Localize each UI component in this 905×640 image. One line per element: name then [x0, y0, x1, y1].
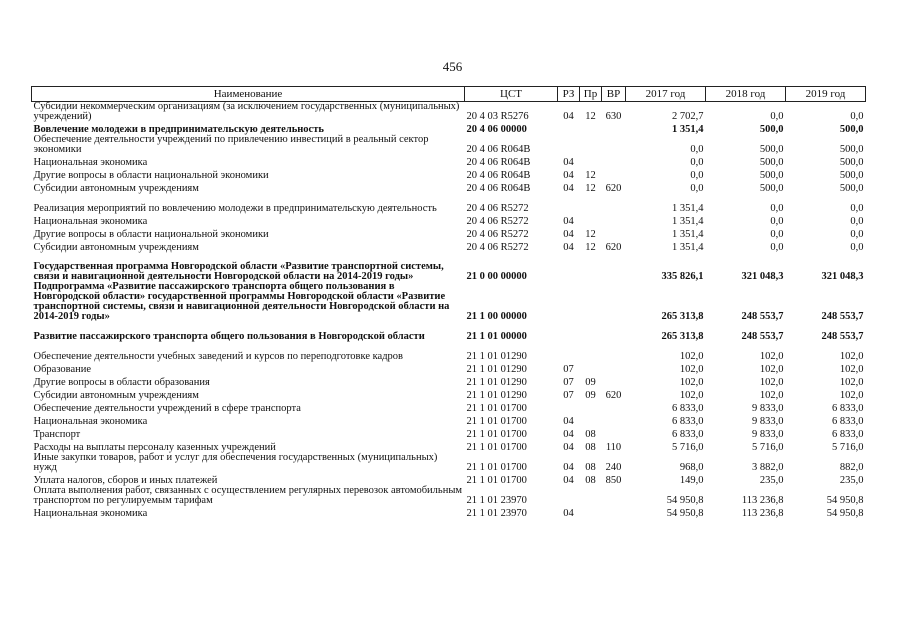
row-pr — [580, 214, 602, 227]
row-2018: 0,0 — [770, 216, 784, 227]
row-name: Национальная экономика — [33, 416, 148, 427]
table-header-row — [32, 87, 866, 102]
row-2018: 102,0 — [759, 364, 784, 375]
table-body — [32, 102, 866, 520]
row-name: Национальная экономика — [33, 216, 148, 227]
row-vr — [602, 135, 626, 155]
row-cst: 21 1 01 01290 — [466, 351, 527, 362]
row-name: Иные закупки товаров, работ и услуг для обеспечения государственных (муниципальных) нужд — [33, 452, 438, 473]
row-2019: 102,0 — [839, 364, 864, 375]
row-2018: 321 048,3 — [741, 271, 784, 282]
row-name: Субсидии некоммерческим организациям (за исключением государственных (муниципальных) учреждений) — [33, 101, 460, 122]
row-cst: 21 1 01 01290 — [466, 377, 527, 388]
row-cst: 20 4 06 R064B — [466, 183, 531, 194]
row-rz — [558, 342, 580, 362]
row-2017: 102,0 — [679, 364, 704, 375]
row-2017: 1 351,4 — [672, 124, 704, 135]
row-rz: 04 — [563, 442, 574, 453]
row-cst: 21 1 01 01700 — [466, 429, 527, 440]
table-row — [32, 427, 866, 440]
row-2018: 102,0 — [759, 390, 784, 401]
row-2019: 6 833,0 — [832, 416, 864, 427]
row-name: Другие вопросы в области национальной экономики — [33, 229, 269, 240]
header-pr: Пр — [580, 87, 602, 102]
row-name: Образование — [33, 364, 92, 375]
row-cst: 21 1 01 01700 — [466, 462, 527, 473]
table-row — [32, 342, 866, 362]
row-rz: 04 — [563, 416, 574, 427]
row-2018: 113 236,8 — [741, 495, 784, 506]
row-cst: 20 4 06 R5272 — [466, 216, 529, 227]
row-rz: 04 — [563, 216, 574, 227]
row-pr: 12 — [585, 170, 596, 181]
row-vr — [602, 401, 626, 414]
row-cst: 21 1 01 23970 — [466, 508, 527, 519]
row-2017: 0,0 — [690, 183, 704, 194]
row-name: Национальная экономика — [33, 157, 148, 168]
row-2018: 248 553,7 — [741, 331, 784, 342]
row-2017: 102,0 — [679, 377, 704, 388]
row-2018: 500,0 — [759, 124, 784, 135]
row-rz: 04 — [563, 229, 574, 240]
row-cst: 20 4 06 R5272 — [466, 229, 529, 240]
row-vr: 620 — [605, 242, 622, 253]
row-2018: 9 833,0 — [752, 403, 784, 414]
row-2017: 0,0 — [690, 157, 704, 168]
row-name: Вовлечение молодежи в предпринимательскую деятельность — [33, 124, 324, 135]
row-2019: 0,0 — [850, 111, 864, 122]
table-row — [32, 155, 866, 168]
row-rz: 07 — [563, 377, 574, 388]
row-cst: 20 4 06 R064B — [466, 157, 531, 168]
table-row — [32, 506, 866, 519]
row-pr — [580, 135, 602, 155]
row-rz: 04 — [563, 170, 574, 181]
row-2018: 9 833,0 — [752, 416, 784, 427]
row-cst: 20 4 06 R5272 — [466, 242, 529, 253]
row-pr: 12 — [585, 111, 596, 122]
table-row — [32, 102, 866, 123]
table-row — [32, 362, 866, 375]
row-pr — [580, 194, 602, 214]
row-2019: 0,0 — [850, 216, 864, 227]
row-2017: 102,0 — [679, 390, 704, 401]
row-2019: 0,0 — [850, 229, 864, 240]
table-row — [32, 181, 866, 194]
row-rz: 07 — [563, 364, 574, 375]
row-2017: 6 833,0 — [672, 403, 704, 414]
row-vr: 620 — [605, 183, 622, 194]
row-vr: 630 — [605, 111, 622, 122]
header-2017: 2017 год — [626, 87, 706, 102]
row-cst: 21 1 01 23970 — [466, 495, 527, 506]
row-2019: 500,0 — [839, 124, 864, 135]
row-vr — [602, 414, 626, 427]
table-row — [32, 414, 866, 427]
row-2019: 54 950,8 — [826, 495, 864, 506]
row-2019: 102,0 — [839, 377, 864, 388]
row-vr — [602, 155, 626, 168]
table-row — [32, 168, 866, 181]
row-2019: 235,0 — [839, 475, 864, 486]
row-pr: 08 — [585, 429, 596, 440]
row-rz — [558, 122, 580, 135]
row-2017: 54 950,8 — [666, 495, 704, 506]
row-2018: 500,0 — [759, 144, 784, 155]
row-2019: 248 553,7 — [821, 331, 864, 342]
row-vr: 850 — [605, 475, 622, 486]
row-cst: 20 4 06 R064B — [466, 170, 531, 181]
row-rz — [558, 322, 580, 342]
page-number: 456 — [442, 59, 463, 74]
row-vr — [602, 168, 626, 181]
row-2017: 6 833,0 — [672, 429, 704, 440]
header-name: Наименование — [32, 87, 465, 102]
row-2018: 248 553,7 — [741, 311, 784, 322]
row-vr — [602, 342, 626, 362]
row-2017: 1 351,4 — [672, 242, 704, 253]
row-pr — [580, 486, 602, 506]
row-2019: 54 950,8 — [826, 508, 864, 519]
row-2018: 5 716,0 — [752, 442, 784, 453]
budget-table — [31, 86, 866, 519]
row-cst: 20 4 03 R5276 — [466, 111, 529, 122]
row-2017: 54 950,8 — [666, 508, 704, 519]
row-pr: 12 — [585, 242, 596, 253]
row-cst: 21 1 01 01290 — [466, 390, 527, 401]
row-2018: 113 236,8 — [741, 508, 784, 519]
row-rz: 04 — [563, 475, 574, 486]
row-pr — [580, 414, 602, 427]
row-2018: 0,0 — [770, 242, 784, 253]
table-row — [32, 214, 866, 227]
row-2019: 102,0 — [839, 351, 864, 362]
row-cst: 21 1 01 01290 — [466, 364, 527, 375]
row-pr: 08 — [585, 475, 596, 486]
row-rz: 04 — [563, 462, 574, 473]
row-2017: 265 313,8 — [661, 311, 704, 322]
row-2018: 102,0 — [759, 351, 784, 362]
row-cst: 21 1 01 01700 — [466, 475, 527, 486]
row-vr — [602, 227, 626, 240]
row-vr — [602, 194, 626, 214]
row-rz: 07 — [563, 390, 574, 401]
row-pr: 12 — [585, 183, 596, 194]
row-name: Субсидии автономным учреждениям — [33, 242, 199, 253]
row-pr — [580, 322, 602, 342]
row-vr — [602, 214, 626, 227]
row-2017: 1 351,4 — [672, 203, 704, 214]
row-2019: 6 833,0 — [832, 429, 864, 440]
row-2019: 248 553,7 — [821, 311, 864, 322]
row-name: Национальная экономика — [33, 508, 148, 519]
row-2019: 882,0 — [839, 462, 864, 473]
row-2017: 5 716,0 — [672, 442, 704, 453]
row-2019: 500,0 — [839, 157, 864, 168]
table-row — [32, 240, 866, 253]
row-pr — [580, 282, 602, 322]
row-pr: 08 — [585, 442, 596, 453]
row-vr — [602, 375, 626, 388]
row-name: Уплата налогов, сборов и иных платежей — [33, 475, 218, 486]
row-cst: 21 1 01 01700 — [466, 442, 527, 453]
header-2018: 2018 год — [706, 87, 786, 102]
row-2017: 102,0 — [679, 351, 704, 362]
row-rz: 04 — [563, 157, 574, 168]
row-2017: 149,0 — [679, 475, 704, 486]
row-2019: 500,0 — [839, 144, 864, 155]
row-name: Обеспечение деятельности учебных заведений и курсов по переподготовке кадров — [33, 351, 404, 362]
row-vr — [602, 427, 626, 440]
row-2017: 1 351,4 — [672, 229, 704, 240]
row-2017: 6 833,0 — [672, 416, 704, 427]
row-2018: 9 833,0 — [752, 429, 784, 440]
row-name: Реализация мероприятий по вовлечению молодежи в предпринимательскую деятельность — [33, 203, 437, 214]
row-2018: 500,0 — [759, 170, 784, 181]
row-2017: 335 826,1 — [661, 271, 704, 282]
row-vr — [602, 322, 626, 342]
row-2018: 3 882,0 — [752, 462, 784, 473]
row-pr: 08 — [585, 462, 596, 473]
row-pr: 09 — [585, 377, 596, 388]
row-vr — [602, 253, 626, 282]
row-2017: 0,0 — [690, 144, 704, 155]
row-vr: 240 — [605, 462, 622, 473]
row-name: Подпрограмма «Развитие пассажирского транспорта общего пользования в Новгородской области» государственной программы Новгородской области «Развитие транспортной системы, связи и навигационной деятельности Новгородской области на 2014-2019 годы» — [33, 281, 450, 322]
row-2019: 321 048,3 — [821, 271, 864, 282]
row-cst: 21 1 01 01700 — [466, 416, 527, 427]
row-2019: 102,0 — [839, 390, 864, 401]
table-row — [32, 282, 866, 322]
row-name: Расходы на выплаты персоналу казенных учреждений — [33, 442, 276, 453]
row-rz: 04 — [563, 429, 574, 440]
row-2018: 235,0 — [759, 475, 784, 486]
row-rz: 04 — [563, 508, 574, 519]
row-pr — [580, 342, 602, 362]
row-2018: 0,0 — [770, 111, 784, 122]
row-pr: 12 — [585, 229, 596, 240]
row-2017: 265 313,8 — [661, 331, 704, 342]
row-vr: 620 — [605, 390, 622, 401]
row-2018: 0,0 — [770, 203, 784, 214]
row-pr: 09 — [585, 390, 596, 401]
row-rz: 04 — [563, 183, 574, 194]
row-rz — [558, 282, 580, 322]
row-name: Транспорт — [33, 429, 81, 440]
row-2019: 0,0 — [850, 242, 864, 253]
table-row — [32, 388, 866, 401]
row-name: Субсидии автономным учреждениям — [33, 390, 199, 401]
row-cst: 20 4 06 00000 — [466, 124, 527, 135]
row-rz — [558, 194, 580, 214]
row-2019: 5 716,0 — [832, 442, 864, 453]
row-rz — [558, 253, 580, 282]
row-name: Развитие пассажирского транспорта общего пользования в Новгородской области — [33, 331, 425, 342]
header-2019: 2019 год — [786, 87, 866, 102]
row-rz: 04 — [563, 111, 574, 122]
row-vr — [602, 362, 626, 375]
table-row — [32, 486, 866, 506]
table-row — [32, 401, 866, 414]
row-vr — [602, 506, 626, 519]
row-vr — [602, 122, 626, 135]
header-rz: РЗ — [558, 87, 580, 102]
header-vr: ВР — [602, 87, 626, 102]
row-cst: 21 1 01 01700 — [466, 403, 527, 414]
row-name: Субсидии автономным учреждениям — [33, 183, 199, 194]
row-rz — [558, 401, 580, 414]
table-row — [32, 227, 866, 240]
table-row — [32, 375, 866, 388]
row-2017: 968,0 — [679, 462, 704, 473]
row-name: Обеспечение деятельности учреждений по привлечению инвестиций в реальный сектор экономики — [33, 134, 429, 155]
row-vr: 110 — [605, 442, 622, 453]
row-pr — [580, 155, 602, 168]
row-rz — [558, 135, 580, 155]
row-pr — [580, 253, 602, 282]
row-2019: 6 833,0 — [832, 403, 864, 414]
row-name: Другие вопросы в области образования — [33, 377, 210, 388]
row-cst: 20 4 06 R064B — [466, 144, 531, 155]
table-row — [32, 453, 866, 473]
table-row — [32, 194, 866, 214]
row-2017: 2 702,7 — [672, 111, 704, 122]
table-row — [32, 322, 866, 342]
row-rz — [558, 486, 580, 506]
row-2019: 500,0 — [839, 170, 864, 181]
row-2019: 0,0 — [850, 203, 864, 214]
row-name: Оплата выполнения работ, связанных с осуществлением регулярных перевозок автомобильным транспортом по регулируемым тарифам — [33, 485, 463, 506]
row-2018: 500,0 — [759, 157, 784, 168]
header-cst: ЦСТ — [465, 87, 558, 102]
row-pr — [580, 122, 602, 135]
row-2019: 500,0 — [839, 183, 864, 194]
row-2018: 102,0 — [759, 377, 784, 388]
row-vr — [602, 282, 626, 322]
row-vr — [602, 486, 626, 506]
row-cst: 21 1 01 00000 — [466, 331, 527, 342]
row-rz: 04 — [563, 242, 574, 253]
row-2017: 0,0 — [690, 170, 704, 181]
row-pr — [580, 362, 602, 375]
row-name: Другие вопросы в области национальной экономики — [33, 170, 269, 181]
row-2018: 500,0 — [759, 183, 784, 194]
row-name: Государственная программа Новгородской области «Развитие транспортной системы, связи и навигационной деятельности Новгородской области на 2014-2019 годы» — [33, 261, 444, 282]
row-2018: 0,0 — [770, 229, 784, 240]
row-2017: 1 351,4 — [672, 216, 704, 227]
row-pr — [580, 401, 602, 414]
row-pr — [580, 506, 602, 519]
row-name: Обеспечение деятельности учреждений в сфере транспорта — [33, 403, 301, 414]
table-row — [32, 135, 866, 155]
row-cst: 21 0 00 00000 — [466, 271, 527, 282]
table-row — [32, 253, 866, 282]
row-cst: 20 4 06 R5272 — [466, 203, 529, 214]
row-cst: 21 1 00 00000 — [466, 311, 527, 322]
